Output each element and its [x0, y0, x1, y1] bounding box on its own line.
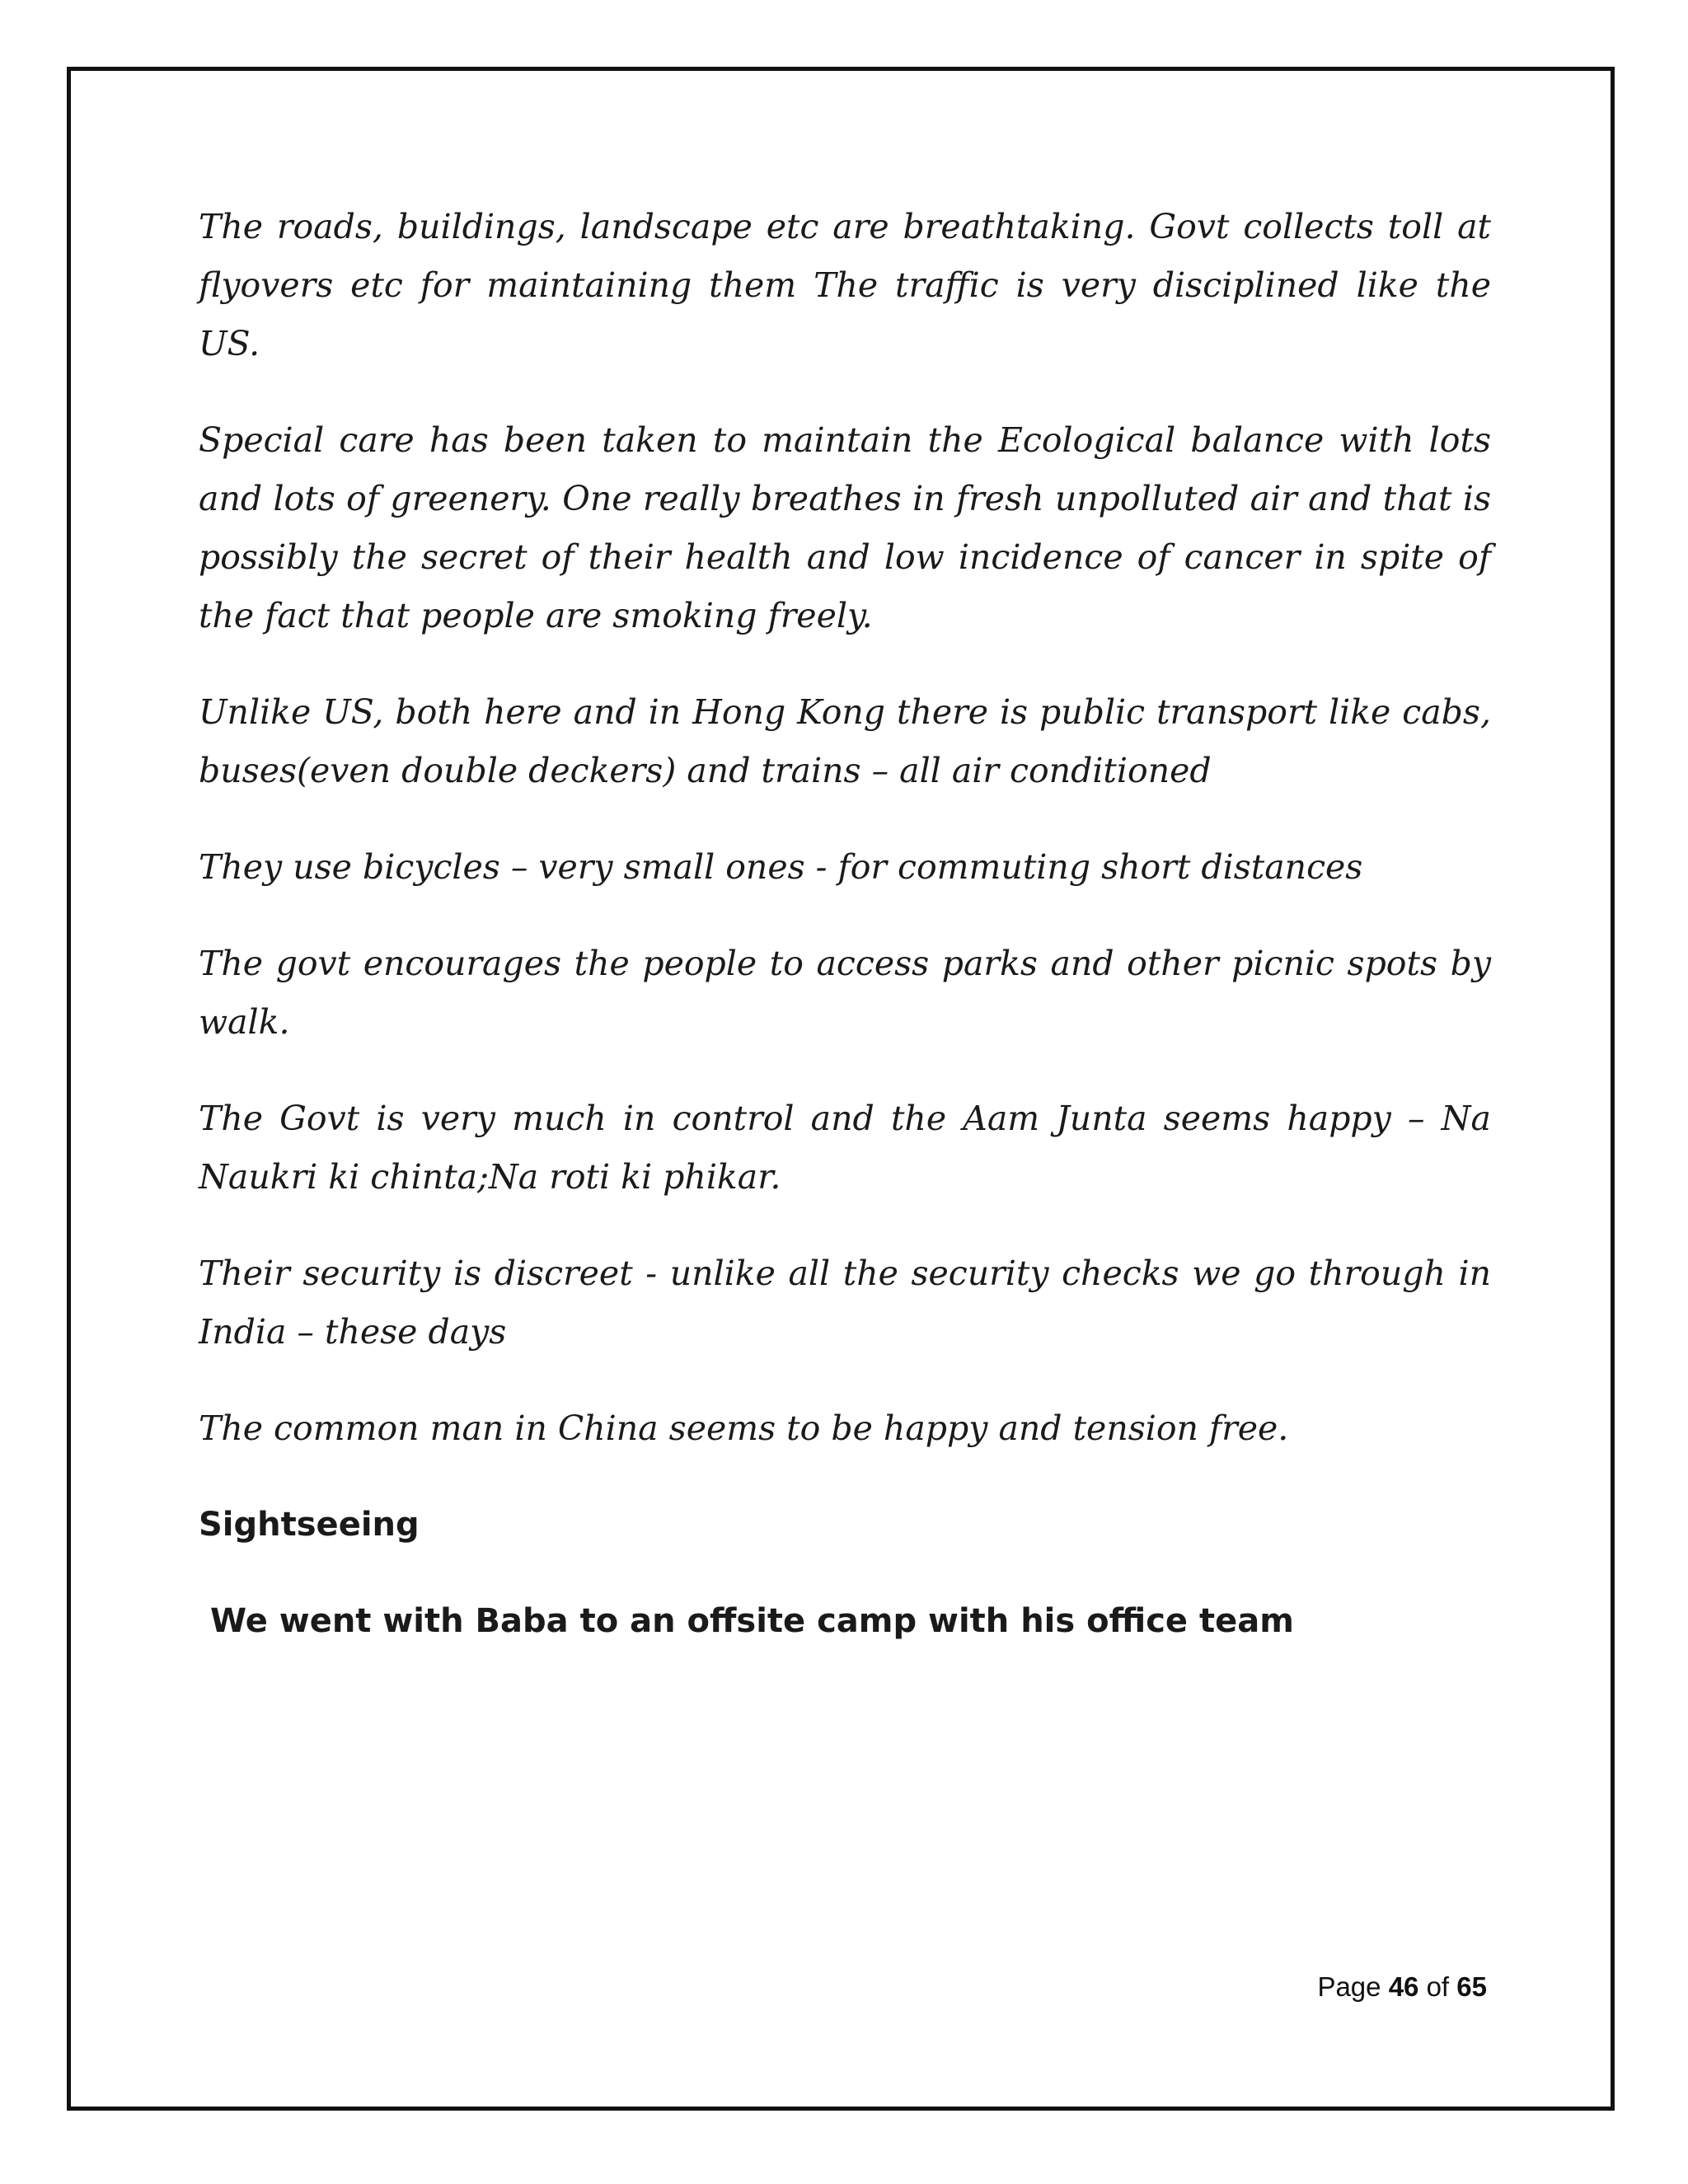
- paragraph-parks: The govt encourages the people to access parks and other picnic spots by walk.: [199, 944, 1491, 1042]
- total-page-count: 65: [1456, 1971, 1487, 2002]
- paragraph-transport: Unlike US, both here and in Hong Kong there is public transport like cabs, buses(even double deckers) and trains – all air conditioned: [199, 692, 1491, 790]
- current-page-number: 46: [1388, 1971, 1419, 2002]
- paragraph-security: Their security is discreet - unlike all the security checks we go through in India – these days: [199, 1254, 1491, 1352]
- section-heading: Sightseeing: [199, 1506, 420, 1544]
- footer-separator: of: [1426, 1971, 1450, 2002]
- paragraph-bicycles: They use bicycles – very small ones - for commuting short distances: [199, 847, 1363, 887]
- paragraph-ecology: Special care has been taken to maintain the Ecological balance with lots and lots of greenery. One really breathes in fresh unpolluted air and that is possibly the secret of their health and low incidence of cancer in spite of the fact that people are smoking freely.: [199, 420, 1491, 635]
- footer-prefix: Page: [1317, 1971, 1381, 2002]
- paragraph-common-man: The common man in China seems to be happy and tension free.: [199, 1408, 1289, 1448]
- paragraph-roads: The roads, buildings, landscape etc are breathtaking. Govt collects toll at flyovers etc for maintaining them The traffic is very disciplined like the US.: [199, 207, 1491, 363]
- page-content: [199, 198, 1491, 1651]
- paragraph-government: The Govt is very much in control and the Aam Junta seems happy – Na Naukri ki chinta;Na roti ki phikar.: [199, 1099, 1491, 1197]
- section-subheading: We went with Baba to an offsite camp with his office team: [210, 1602, 1294, 1640]
- page-number-footer: [1317, 1971, 1487, 2003]
